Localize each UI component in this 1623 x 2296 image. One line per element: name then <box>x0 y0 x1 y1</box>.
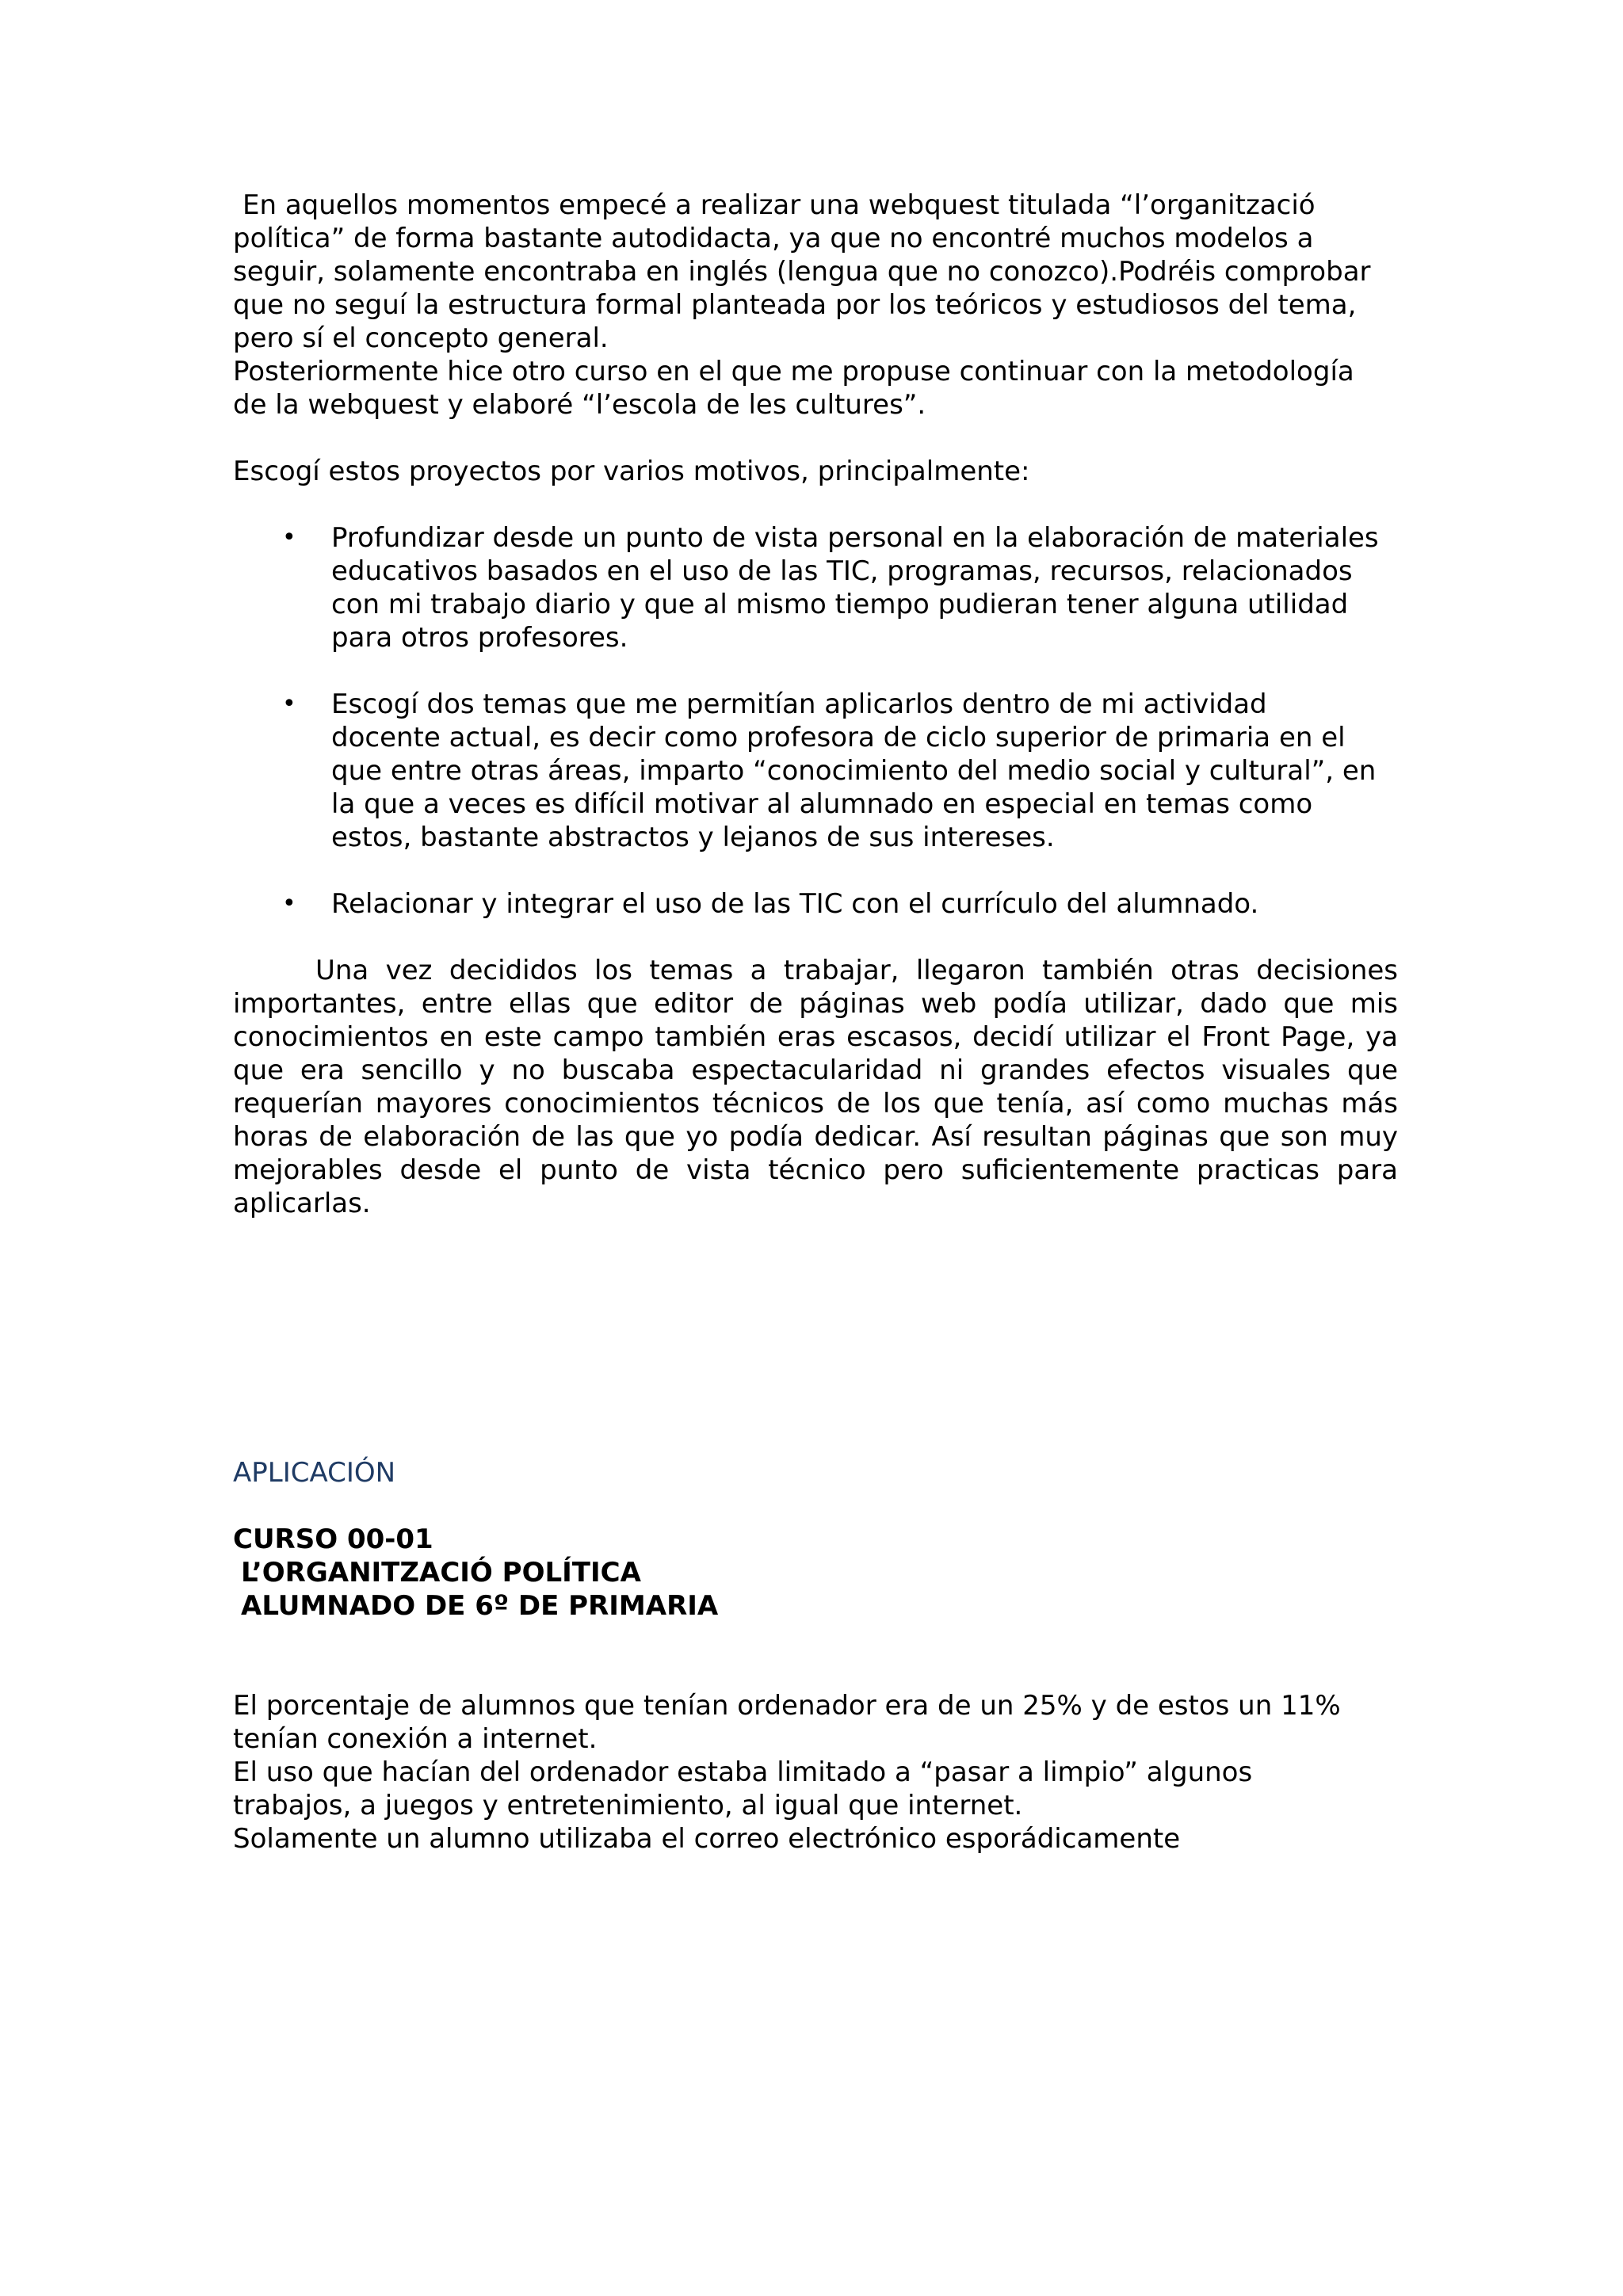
list-item-line: estos, bastante abstractos y lejanos de sus intereses. <box>331 822 1055 853</box>
list-item-line: Relacionar y integrar el uso de las TIC con el currículo del alumnado. <box>331 888 1259 920</box>
document-body <box>233 189 1398 1220</box>
list-item <box>233 887 1398 921</box>
list-item <box>233 688 1398 854</box>
course-header <box>233 1523 718 1623</box>
intro-line: política” de forma bastante autodidacta, ya que no encontré muchos modelos a <box>233 223 1314 254</box>
list-item-line: para otros profesores. <box>331 622 628 654</box>
reasons-lead: Escogí estos proyectos por varios motivos, principalmente: <box>233 456 1030 487</box>
intro-line: que no seguí la estructura formal planteada por los teóricos y estudiosos del tema, <box>233 289 1357 321</box>
list-item <box>233 521 1398 654</box>
intro-line: Posteriormente hice otro curso en el que me propuse continuar con la metodología <box>233 356 1354 387</box>
section-heading: APLICACIÓN <box>233 1457 396 1489</box>
list-item-line: que entre otras áreas, imparto “conocimiento del medio social y cultural”, en <box>331 755 1377 787</box>
course-group: ALUMNADO DE 6º DE PRIMARIA <box>241 1590 719 1622</box>
intro-paragraph <box>233 189 1398 421</box>
decision-paragraph: Una vez decididos los temas a trabajar, llegaron también otras decisiones importantes, entre ellas que editor de páginas web podía utilizar, dado que mis conocimientos en este campo también eras escasos, decidí utilizar el Front Page, ya que era sencillo y no buscaba espectacularidad ni grandes efectos visuales que requerían mayores conocimientos técnicos de los que tenía, así como muchas más horas de elaboración de las que yo podía dedicar. Así resultan páginas que son muy mejorables desde el punto de vista técnico pero suficientemente practicas para aplicarlas. <box>233 955 1398 1219</box>
list-item-line: educativos basados en el uso de las TIC, programas, recursos, relacionados <box>331 555 1353 587</box>
course-title: CURSO 00-01 <box>233 1524 433 1555</box>
closing-line: tenían conexión a internet. <box>233 1723 598 1755</box>
closing-paragraph <box>233 1689 1398 1855</box>
intro-line: seguir, solamente encontraba en inglés (lengua que no conozco).Podréis comprobar <box>233 256 1371 288</box>
intro-line: En aquellos momentos empecé a realizar una webquest titulada “l’organització <box>242 189 1316 221</box>
closing-line: Solamente un alumno utilizaba el correo electrónico esporádicamente <box>233 1823 1181 1855</box>
course-subtitle: L’ORGANITZACIÓ POLÍTICA <box>241 1557 641 1589</box>
list-item-line: docente actual, es decir como profesora de ciclo superior de primaria en el <box>331 722 1346 753</box>
list-item-line: Escogí dos temas que me permitían aplicarlos dentro de mi actividad <box>331 688 1267 720</box>
intro-line: de la webquest y elaboré “l’escola de les cultures”. <box>233 389 926 421</box>
closing-line: trabajos, a juegos y entretenimiento, al igual que internet. <box>233 1790 1023 1821</box>
closing-line: El uso que hacían del ordenador estaba limitado a “pasar a limpio” algunos <box>233 1756 1253 1788</box>
list-item-line: con mi trabajo diario y que al mismo tiempo pudieran tener alguna utilidad <box>331 589 1349 620</box>
bullet-icon: • <box>282 690 296 718</box>
bullet-icon: • <box>282 524 296 551</box>
reasons-list <box>233 521 1398 921</box>
closing-line: El porcentaje de alumnos que tenían ordenador era de un 25% y de estos un 11% <box>233 1690 1341 1722</box>
bullet-icon: • <box>282 890 296 917</box>
list-item-line: Profundizar desde un punto de vista personal en la elaboración de materiales <box>331 522 1379 554</box>
list-item-line: la que a veces es difícil motivar al alumnado en especial en temas como <box>331 788 1313 820</box>
intro-line: pero sí el concepto general. <box>233 322 609 354</box>
